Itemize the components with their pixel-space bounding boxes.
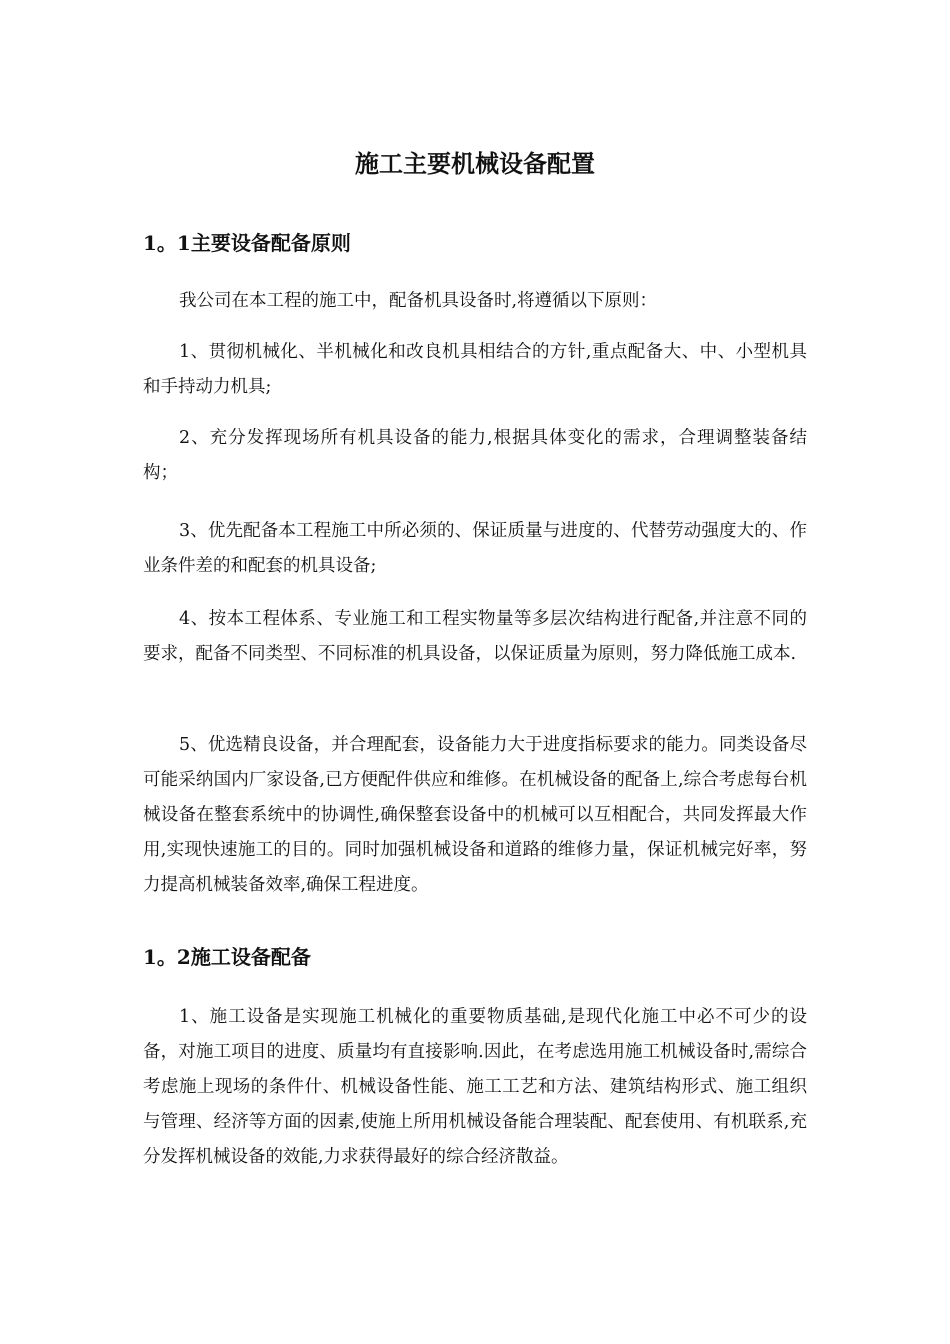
paragraph-principle-5: 5、优选精良设备，并合理配套，设备能力大于进度指标要求的能力。同类设备尽可能采纳国内厂家设备,已方便配件供应和维修。在机械设备的配备上,综合考虑每台机械设备在整套系统中的协调性,确保整套设备中的机械可以互相配合，共同发挥最大作用,实现快速施工的目的。同时加强机械设备和道路的维修力量，保证机械完好率，努力提高机械装备效率,确保工程进度。 <box>143 735 807 895</box>
paragraph-principle-4: 4、按本工程体系、专业施工和工程实物量等多层次结构进行配备,并注意不同的要求，配备不同类型、不同标准的机具设备，以保证质量为原则，努力降低施工成本. <box>143 609 807 664</box>
paragraph-intro: 我公司在本工程的施工中，配备机具设备时,将遵循以下原则： <box>179 291 658 311</box>
paragraph-principle-2: 2、充分发挥现场所有机具设备的能力,根据具体变化的需求，合理调整装备结构； <box>143 428 807 483</box>
paragraph-equipment-1: 1、施工设备是实现施工机械化的重要物质基础,是现代化施工中必不可少的设备，对施工项目的进度、质量均有直接影响.因此，在考虑选用施工机械设备时,需综合考虑施上现场的条件什、机械设备性能、施工工艺和方法、建筑结构形式、施工组织与管理、经济等方面的因素,使施上所用机械设备能合理装配、配套使用、有机联系,充分发挥机械设备的效能,力求获得最好的综合经济散益。 <box>143 1007 807 1167</box>
document-title: 施工主要机械设备配置 <box>355 149 595 178</box>
section-heading-1-2: 1。2施工设备配备 <box>143 945 311 969</box>
section-heading-1-1: 1。1主要设备配备原则 <box>143 231 351 255</box>
paragraph-principle-1: 1、贯彻机械化、半机械化和改良机具相结合的方针,重点配备大、中、小型机具和手持动力机具; <box>143 342 807 397</box>
paragraph-principle-3: 3、优先配备本工程施工中所必须的、保证质量与进度的、代替劳动强度大的、作业条件差的和配套的机具设备; <box>143 521 807 576</box>
